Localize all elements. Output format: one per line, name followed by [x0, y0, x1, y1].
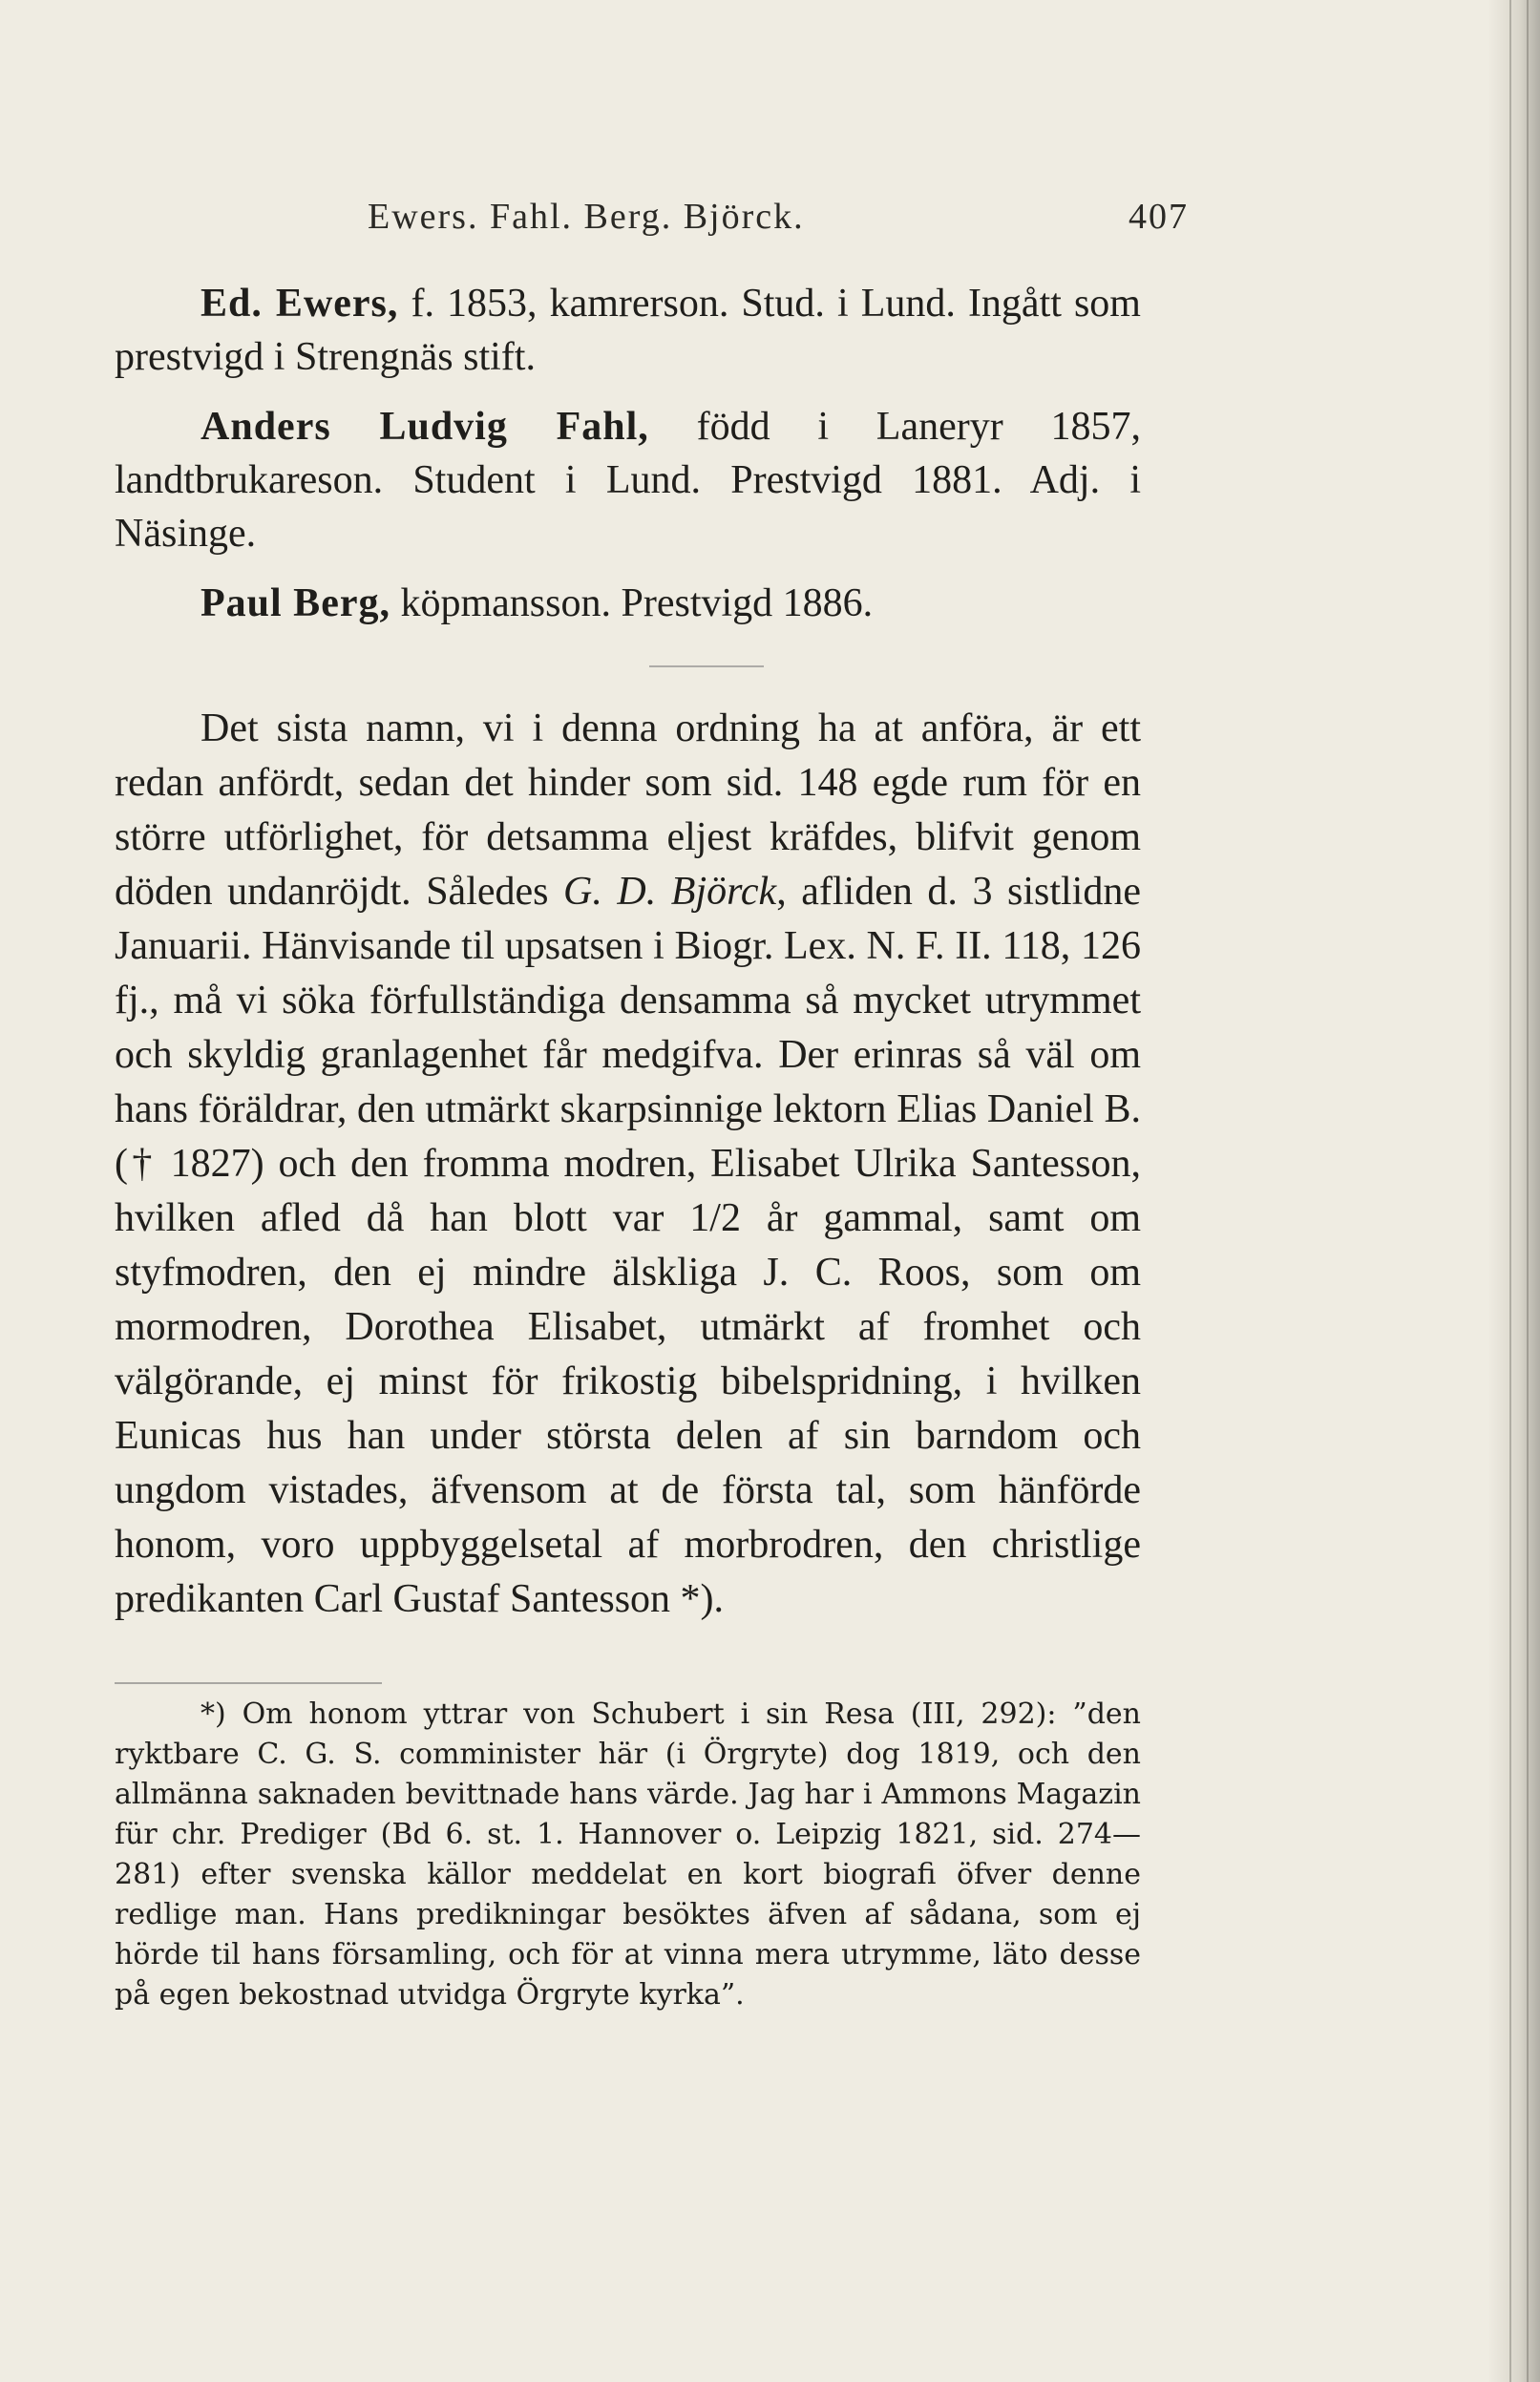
entry-text: f. 1853, kamrerson. Stud. i Lund. Ingått som prestvigd i Strengnäs stift.	[115, 282, 1141, 379]
main-text	[115, 702, 1141, 1627]
entry-fahl	[115, 400, 1141, 560]
entry-ewers	[115, 277, 1141, 384]
running-head-title: Ewers. Fahl. Berg. Björck.	[368, 197, 805, 237]
paragraph-text: Det sista namn, vi i denna ordning ha at anföra, är ett redan anfördt, sedan det hinder som sid. 148 egde rum för en större utförlighet, för detsamma eljest kräfdes, blifvit genom döden undanröjdt. Således	[115, 706, 1141, 914]
paragraph-text: , afliden d. 3 sistlidne Januarii. Hänvisande til upsatsen i Biogr. Lex. N. F. II. 118, 126 fj., må vi söka förfullständiga densamma så mycket utrymmet och skyldig granlagenhet får medgifva. Der erinras så väl om hans föräldrar, den utmärkt skarpsinnige lektorn Elias Daniel B. († 1827) och den fromma modren, Elisabet Ulrika Santesson, hvilken afled då han blott var	[115, 870, 1141, 1240]
entry-name: Paul Berg,	[200, 581, 390, 625]
main-paragraph	[115, 702, 1141, 1627]
page-edge-line	[1509, 0, 1511, 2382]
footnote: *) Om honom yttrar von Schubert i sin Resa (III, 292): ”den ryktbare C. G. S. comminister här (i Örgryte) dog 1819, och den allmänna saknaden bevittnade hans värde. Jag har i Ammons Magazin für chr. Prediger (Bd 6. st. 1. Hannover o. Leipzig 1821, sid. 274—281) efter svenska källor meddelat en kort biografi öfver denne redlige man. Hans predikningar besöktes äfven af sådana, som ej hörde til hans församling, och för at vinna mera utrymme, läto desse på egen bekostnad utvidga Örgryte kyrka”.	[115, 1697, 1141, 2012]
page-edge-line	[1527, 0, 1529, 2382]
entry-text: köpmansson. Prestvigd 1886.	[390, 581, 874, 625]
footnote-rule	[115, 1682, 382, 1684]
entry-name: Anders Ludvig Fahl,	[200, 405, 649, 449]
fraction: 1/2	[689, 1196, 741, 1240]
entries-list	[115, 277, 1141, 646]
paragraph-text: år gammal, samt om styfmodren, den ej mindre älskliga J. C. Roos, som om mormodren, Dorothea Elisabet, utmärkt af fromhet och välgörande, ej minst för frikostig bibelspridning, i hvilken Eunicas hus han under största delen af sin barndom och ungdom vistades, äfvensom at de första tal, som hänförde honom, voro uppbyggelsetal af morbrodren, den christlige predikanten Carl Gustaf Santesson *).	[115, 1196, 1141, 1621]
italic-name: G. D. Björck	[563, 870, 777, 914]
section-divider	[649, 665, 764, 667]
entry-text: född i Laneryr 1857, landtbrukareson. Student i Lund. Prestvigd 1881. Adj. i Näsinge.	[115, 405, 1141, 556]
entry-name: Ed. Ewers,	[200, 282, 399, 326]
entry-berg	[115, 577, 1141, 630]
page-number: 407	[1129, 197, 1189, 237]
